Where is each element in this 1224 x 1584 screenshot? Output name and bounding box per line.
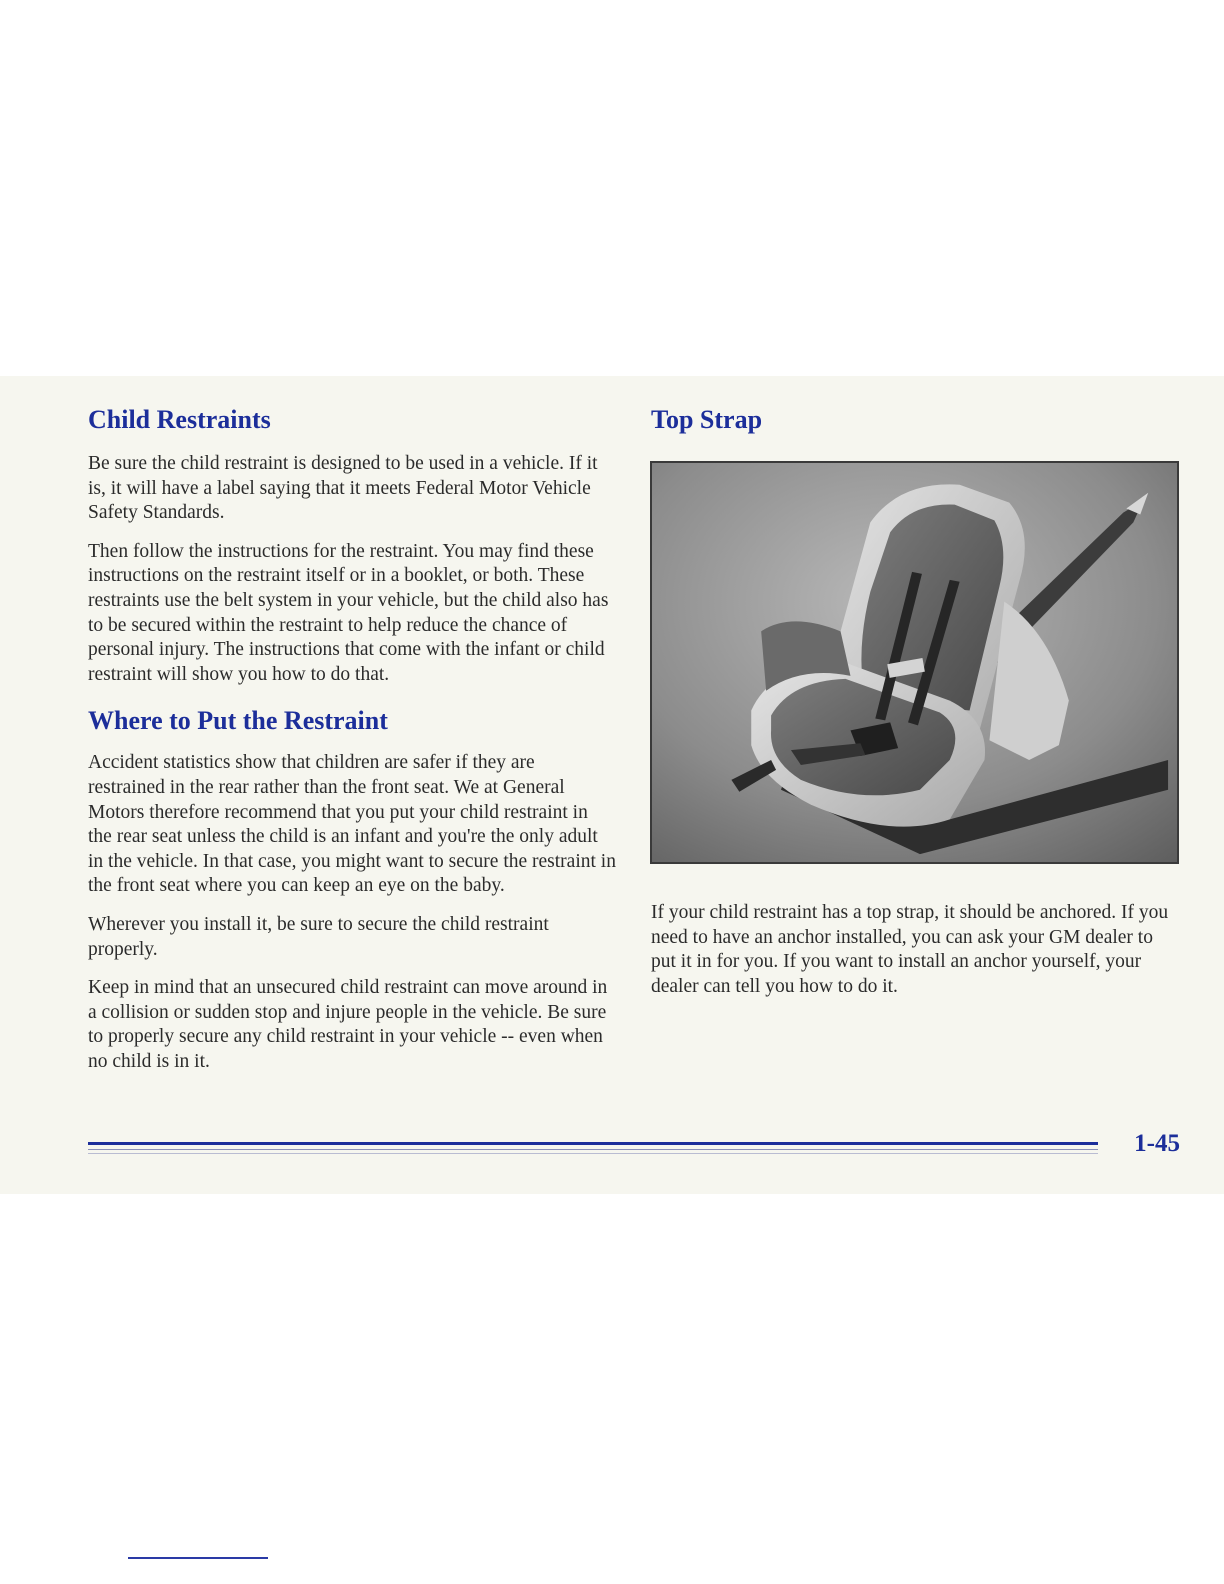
paragraph-wherever-install: Wherever you install it, be sure to secure the child restraint properly. — [88, 913, 549, 960]
right-text-wrap — [651, 901, 1181, 999]
paragraph-unsecured-restraint: Keep in mind that an unsecured child restraint can move around in a collision or sudden stop and injure people in the vehicle. Be sure to properly secure any child restraint in your vehicle -- even when no child is in it. — [88, 977, 608, 1072]
page-number: 1-45 — [1134, 1130, 1180, 1157]
heading-child-restraints: Child Restraints — [88, 405, 271, 434]
paragraph-top-strap: If your child restraint has a top strap, it should be anchored. If you need to have an anchor installed, you can ask your GM dealer to put it in for you. If you want to install an anchor yourself, your dealer can tell you how to do it. — [651, 902, 1169, 997]
footer-rule-thin — [88, 1149, 1098, 1150]
footer-rule — [88, 1142, 1098, 1145]
child-seat-image — [652, 463, 1177, 862]
child-seat-illustration — [650, 461, 1179, 864]
paragraph-accident-statistics: Accident statistics show that children are safer if they are restrained in the rear rather than the front seat. We at General Motors therefore recommend that you put your child restraint in the rear seat unless the child is an infant and you're the only adult in the vehicle. In that case, you might want to secure the restraint in the front seat where you can keep an eye on the baby. — [88, 752, 616, 897]
paragraph-label-standards: Be sure the child restraint is designed to be used in a vehicle. If it is, it will have a label saying that it meets Federal Motor Vehicle Safety Standards. — [88, 453, 598, 524]
paragraph-follow-instructions: Then follow the instructions for the restraint. You may find these instructions on the restraint itself or in a booklet, or both. These restraints use the belt system in your vehicle, but the child also has to be secured within the restraint to help reduce the chance of personal injury. The instructions that come with the infant or child restraint will show you how to do that. — [88, 540, 609, 685]
footer-rule-thin-lower — [88, 1153, 1098, 1154]
heading-top-strap: Top Strap — [651, 405, 763, 434]
heading-where-to-put: Where to Put the Restraint — [88, 706, 388, 736]
right-column-heading-wrap — [651, 404, 1181, 436]
bottom-link-underline — [128, 1557, 268, 1559]
left-column — [88, 404, 616, 1074]
